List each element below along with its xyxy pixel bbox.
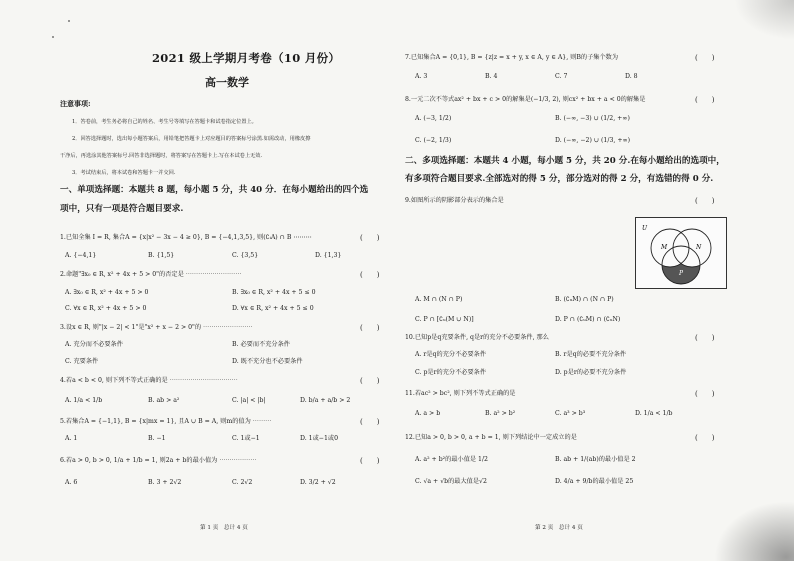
answer-paren: ( ) — [695, 390, 715, 398]
page-footer: 第 1 页 总计 4 页 — [200, 525, 248, 531]
answer-paren: ( ) — [360, 271, 380, 279]
answer-paren: ( ) — [360, 418, 380, 426]
option-b: B. 3 + 2√2 — [148, 479, 182, 486]
option-c: C. (−2, 1/3) — [415, 137, 452, 144]
option-c: C. |a| < |b| — [232, 397, 266, 404]
option-c: C. a³ > b³ — [555, 410, 586, 417]
notice-item: 2．回答选择题时，选出每小题答案后，用铅笔把答题卡上对应题目的答案标号涂黑.如需改动，用橡皮擦 — [72, 136, 311, 142]
answer-paren: ( ) — [695, 96, 715, 104]
option-c: C. 7 — [555, 73, 568, 80]
option-a: A. 1 — [65, 435, 78, 442]
option-d: D. b/a + a/b > 2 — [300, 397, 351, 404]
question-8-stem: 8.一元二次不等式ax² + bx + c > 0的解集是(−1/3, 2), 则cx² + bx + a < 0的解集是 — [405, 96, 646, 103]
option-d: D. ∀x ∈ R, x² + 4x + 5 ≤ 0 — [232, 305, 314, 312]
option-a: A. 3 — [415, 73, 428, 80]
notice-item: 干净后，再选涂其他答案标号.回答非选择题时，将答案写在答题卡上.写在本试卷上无效. — [60, 153, 263, 159]
option-a: A. r是q的充分不必要条件 — [415, 351, 487, 358]
question-10-stem: 10.已知p是q充要条件, q是r的充分不必要条件, 那么 — [405, 334, 549, 341]
page-footer: 第 2 页 总计 4 页 — [535, 525, 583, 531]
notice-heading: 注意事项: — [60, 99, 91, 108]
option-d: D. 既不充分也不必要条件 — [232, 358, 303, 365]
option-c: C. P ∩ [∁ᵤ(M ∪ N)] — [415, 316, 474, 323]
answer-paren: ( ) — [695, 54, 715, 62]
answer-paren: ( ) — [695, 334, 715, 342]
notice-item: 3．考试结束后，将本试卷和答题卡一并交回. — [72, 170, 176, 176]
answer-paren: ( ) — [695, 197, 715, 205]
option-a: A. 充分而不必要条件 — [65, 341, 123, 348]
venn-label-u: U — [642, 225, 648, 232]
venn-label-n: N — [696, 244, 702, 251]
answer-paren: ( ) — [360, 377, 380, 385]
question-9-stem: 9.如图所示的阴影部分表示的集合是 — [405, 197, 504, 204]
option-b: B. −1 — [148, 435, 166, 442]
option-a: A. (−3, 1/2) — [415, 115, 452, 122]
question-4-stem: 4.若a < b < 0, 则下列不等式正确的是 ⋯⋯⋯⋯⋯⋯⋯⋯⋯⋯⋯ — [60, 377, 238, 384]
option-d: D. 1/a < 1/b — [635, 410, 673, 417]
option-b: B. (∁ᵤM) ∩ (N ∩ P) — [555, 296, 614, 303]
option-b: B. a² > b² — [485, 410, 516, 417]
answer-paren: ( ) — [360, 234, 380, 242]
option-a: A. a > b — [415, 410, 441, 417]
scan-dot — [52, 36, 54, 38]
option-b: B. ∃x₀ ∈ R, x² + 4x + 5 ≤ 0 — [232, 289, 316, 296]
option-c: C. 1或−1 — [232, 435, 260, 442]
option-b: B. ab > a² — [148, 397, 180, 404]
option-a: A. a² + b²的最小值是 1/2 — [415, 456, 488, 463]
venn-label-m: M — [661, 244, 668, 251]
page-1 — [60, 14, 390, 554]
venn-label-p: P — [679, 270, 684, 277]
exam-title: 2021 级上学期月考卷（10 月份） — [152, 51, 341, 65]
question-3-stem: 3.设x ∈ R, 则"|x − 2| < 1"是"x² + x − 2 > 0"的 ⋯⋯⋯⋯⋯⋯⋯⋯ — [60, 324, 253, 331]
exam-subject: 高一数学 — [205, 76, 249, 89]
option-a: A. {−4,1} — [65, 252, 97, 259]
option-b: B. (−∞, −3) ∪ (1/2, +∞) — [555, 115, 630, 122]
section-1-heading-cont: 项中，只有一项是符合题目要求. — [60, 204, 184, 214]
venn-diagram — [635, 217, 727, 289]
answer-paren: ( ) — [695, 434, 715, 442]
notice-item: 1．答卷前，考生务必将自己的姓名、考生号等填写在答题卡和试卷指定位置上。 — [72, 119, 257, 125]
option-c: C. ∀x ∈ R, x² + 4x + 5 > 0 — [65, 305, 147, 312]
option-d: D. 1或−1或0 — [300, 435, 339, 442]
page-2 — [405, 14, 735, 554]
option-c: C. √a + √b的最大值是√2 — [415, 478, 487, 485]
question-12-stem: 12.已知a > 0, b > 0, a + b = 1, 则下列结论中一定成立的是 — [405, 434, 577, 441]
option-b: B. 4 — [485, 73, 498, 80]
scan-shadow-top — [734, 0, 794, 40]
option-b: B. {1,5} — [148, 252, 175, 259]
option-b: B. 必要而不充分条件 — [232, 341, 290, 348]
question-7-stem: 7.已知集合A = {0,1}, B = {z|z = x + y, x ∈ A, y ∈ A}, 则B的子集个数为 — [405, 54, 619, 61]
answer-paren: ( ) — [360, 324, 380, 332]
option-d: D. 3/2 + √2 — [300, 479, 336, 486]
option-d: D. P ∩ (∁ᵤM) ∩ (∁ᵤN) — [555, 316, 621, 323]
section-2-heading: 二、多项选择题：本题共 4 小题，每小题 5 分，共 20 分.在每小题给出的选项中， — [405, 156, 725, 166]
option-a: A. ∃x₀ ∈ R, x² + 4x + 5 > 0 — [65, 289, 149, 296]
answer-paren: ( ) — [360, 457, 380, 465]
option-d: D. p是r的必要不充分条件 — [555, 369, 627, 376]
option-d: D. {1,3} — [315, 252, 342, 259]
question-2-stem: 2.命题"∃x₀ ∈ R, x² + 4x + 5 > 0"的否定是 ⋯⋯⋯⋯⋯⋯⋯⋯⋯ — [60, 271, 242, 278]
question-6-stem: 6.若a > 0, b > 0, 1/a + 1/b = 1, 则2a + b的最小值为 ⋯⋯⋯⋯⋯⋯ — [60, 457, 257, 464]
option-b: B. r是q的必要不充分条件 — [555, 351, 627, 358]
section-2-heading-cont: 有多项符合题目要求.全部选对的得 5 分，部分选对的得 2 分，有选错的得 0 分. — [405, 174, 714, 184]
option-b: B. ab + 1/(ab)的最小值是 2 — [555, 456, 636, 463]
option-c: C. {3,5} — [232, 252, 259, 259]
option-c: C. 充要条件 — [65, 358, 99, 365]
option-c: C. p是r的充分不必要条件 — [415, 369, 487, 376]
option-d: D. (−∞, −2) ∪ (1/3, +∞) — [555, 137, 631, 144]
option-a: A. M ∩ (N ∩ P) — [415, 296, 463, 303]
question-5-stem: 5.若集合A = {−1,1}, B = {x|mx = 1}, 且A ∪ B = A, 则m的值为 ⋯⋯⋯ — [60, 418, 272, 425]
option-a: A. 1/a < 1/b — [65, 397, 103, 404]
venn-svg — [636, 218, 726, 288]
option-c: C. 2√2 — [232, 479, 253, 486]
question-11-stem: 11.若ac² > bc², 则下列不等式正确的是 — [405, 390, 516, 397]
question-1-stem: 1.已知全集 I = R, 集合A = {x|x² − 3x − 4 ≥ 0}, B = {−4,1,3,5}, 则(∁ᵢA) ∩ B ⋯⋯⋯ — [60, 234, 312, 241]
section-1-heading: 一、单项选择题：本题共 8 题，每小题 5 分，共 40 分．在每小题给出的四个选 — [60, 185, 369, 195]
option-d: D. 8 — [625, 73, 638, 80]
option-d: D. 4/a + 9/b的最小值是 25 — [555, 478, 634, 485]
option-a: A. 6 — [65, 479, 78, 486]
